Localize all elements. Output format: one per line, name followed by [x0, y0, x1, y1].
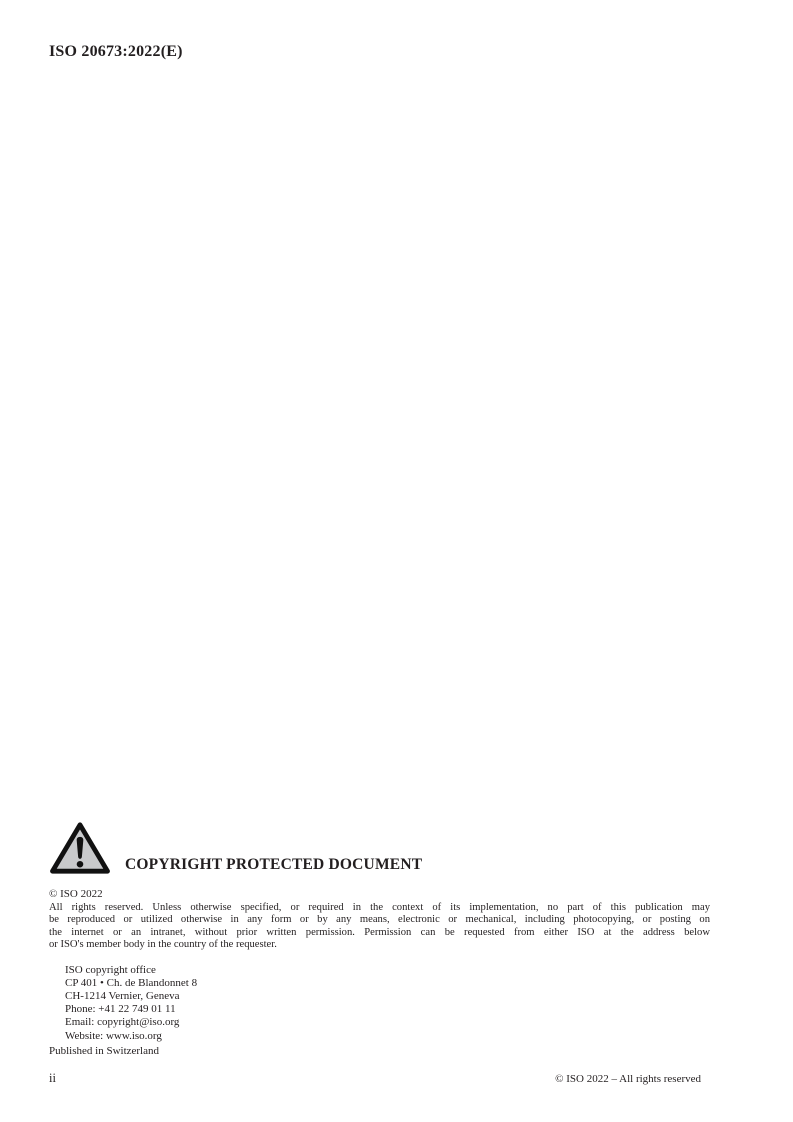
- address-line: Email: copyright@iso.org: [65, 1016, 180, 1029]
- page-number: ii: [49, 1071, 56, 1085]
- address-line: Website: www.iso.org: [65, 1029, 162, 1042]
- page-footer: [49, 1071, 701, 1086]
- copyright-heading-row: [49, 820, 710, 881]
- address-line: Phone: +41 22 749 01 11: [65, 1003, 176, 1016]
- address-line: CH-1214 Vernier, Geneva: [65, 990, 180, 1003]
- warning-triangle-icon: [49, 820, 111, 881]
- notice-line: All rights reserved. Unless otherwise specified, or required in the context of its implementation, no part of this publication may: [49, 902, 710, 913]
- notice-line: or ISO's member body in the country of the requester.: [49, 939, 277, 951]
- copyright-year-line: © ISO 2022: [49, 888, 103, 900]
- copyright-section: [49, 820, 710, 1057]
- notice-line: the internet or an intranet, without prior written permission. Permission can be requested from either ISO at the address below: [49, 926, 710, 938]
- address-line: ISO copyright office: [65, 963, 156, 976]
- footer-copyright-notice: © ISO 2022 – All rights reserved: [555, 1073, 701, 1085]
- copyright-protected-heading: COPYRIGHT PROTECTED DOCUMENT: [125, 856, 423, 873]
- iso-address-block: [65, 964, 710, 1043]
- copyright-notice-paragraph: [49, 902, 710, 952]
- notice-line: be reproduced or utilized otherwise in any form or by any means, electronic or mechanical, including photocopying, or posting on: [49, 914, 710, 926]
- page-header-reference: ISO 20673:2022(E): [49, 43, 183, 60]
- published-line: Published in Switzerland: [49, 1044, 159, 1057]
- address-line: CP 401 • Ch. de Blandonnet 8: [65, 976, 198, 989]
